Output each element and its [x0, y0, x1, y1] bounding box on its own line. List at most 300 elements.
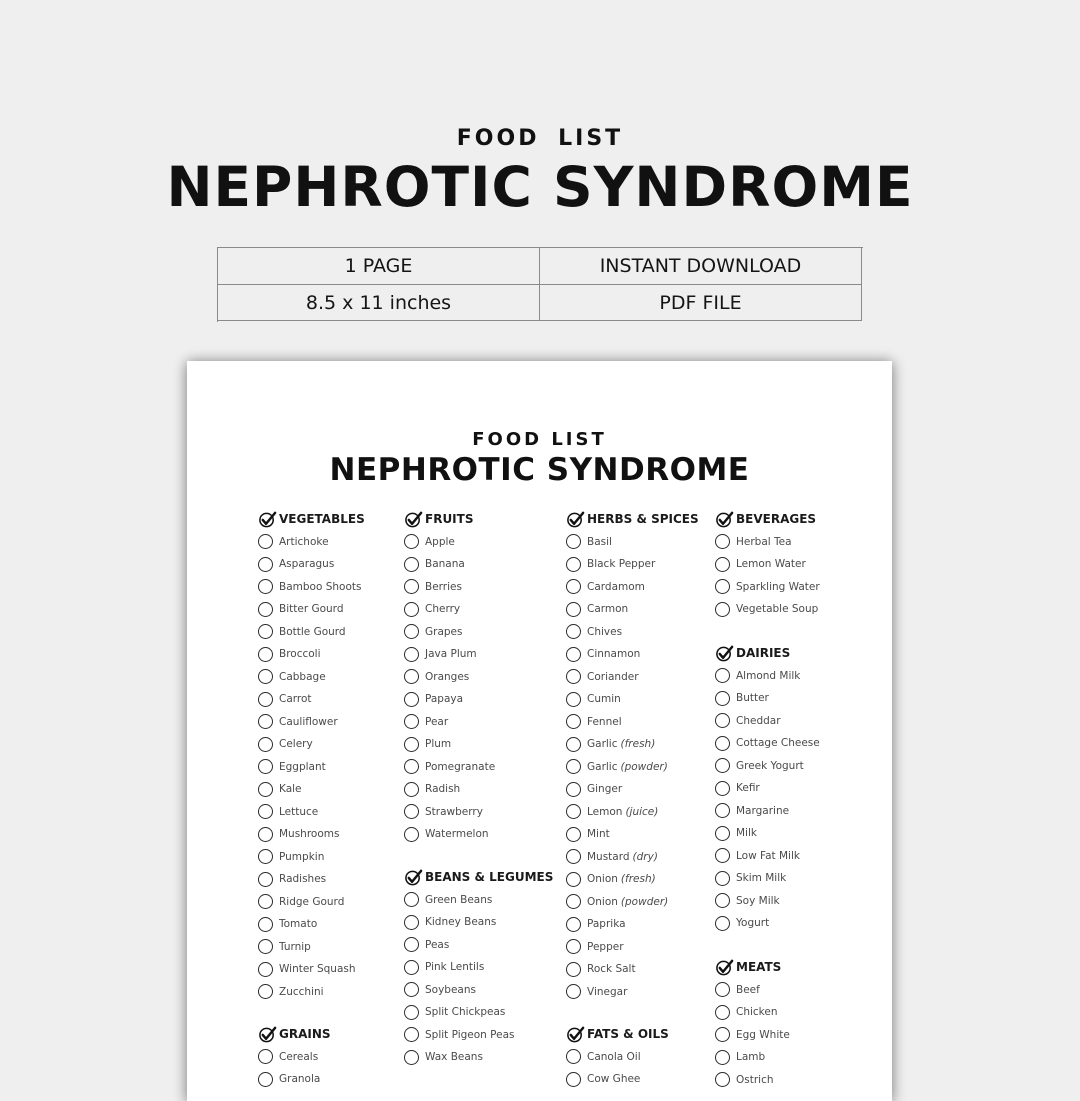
item-label [279, 648, 321, 660]
item-name: Winter Squash [279, 963, 356, 976]
item-label [279, 671, 326, 683]
item-label [279, 716, 338, 728]
item-name: Bitter Gourd [279, 603, 344, 616]
checkbox[interactable] [258, 714, 273, 729]
item-label [425, 939, 449, 951]
item-label [425, 626, 462, 638]
item-name: Skim Milk [736, 872, 787, 885]
checkbox[interactable] [566, 1049, 581, 1064]
checkbox[interactable] [404, 1005, 419, 1020]
checkbox[interactable] [715, 691, 730, 706]
item-name: Vegetable Soup [736, 603, 819, 616]
checkmark-icon [404, 510, 423, 529]
item-name: Rock Salt [587, 963, 636, 976]
checkbox[interactable] [566, 962, 581, 977]
food-item [404, 756, 495, 779]
item-label [736, 1006, 778, 1018]
checkbox[interactable] [715, 916, 730, 931]
section-header [404, 508, 495, 531]
section-herbs-spices [566, 508, 699, 1003]
item-name: Zucchini [279, 985, 324, 998]
section-vegetables [258, 508, 365, 1003]
checkbox[interactable] [404, 669, 419, 684]
food-item [715, 576, 820, 599]
checkmark-icon [566, 510, 585, 529]
item-label [425, 738, 451, 750]
item-name: Granola [279, 1073, 321, 1086]
food-item [258, 688, 365, 711]
item-name: Mushrooms [279, 828, 340, 841]
checkmark-icon [258, 510, 277, 529]
item-label [587, 558, 655, 570]
checkbox[interactable] [715, 1050, 730, 1065]
item-name: Cardamom [587, 580, 645, 593]
item-name: Cottage Cheese [736, 737, 820, 750]
item-label [279, 806, 318, 818]
checkbox[interactable] [566, 782, 581, 797]
item-label [425, 761, 495, 773]
checkbox[interactable] [715, 1005, 730, 1020]
food-item [566, 913, 699, 936]
checkbox[interactable] [258, 804, 273, 819]
checkbox[interactable] [715, 758, 730, 773]
checkbox[interactable] [258, 692, 273, 707]
food-item [715, 890, 820, 913]
food-item [715, 822, 820, 845]
food-item [715, 867, 820, 890]
checkbox[interactable] [566, 737, 581, 752]
food-item [258, 778, 365, 801]
food-item [566, 688, 699, 711]
item-name: Cauliflower [279, 715, 338, 728]
item-name: Canola Oil [587, 1050, 641, 1063]
item-name: Soy Milk [736, 894, 780, 907]
item-label [279, 693, 312, 705]
checkbox[interactable] [404, 647, 419, 662]
food-item [258, 958, 365, 981]
item-name: Strawberry [425, 805, 483, 818]
checkbox[interactable] [258, 1072, 273, 1087]
food-item [404, 801, 495, 824]
item-name: Herbal Tea [736, 535, 792, 548]
checkbox[interactable] [566, 849, 581, 864]
food-item [566, 846, 699, 869]
food-item [258, 733, 365, 756]
item-name: Carmon [587, 603, 629, 616]
checkbox[interactable] [715, 534, 730, 549]
checkbox[interactable] [566, 579, 581, 594]
food-list-sheet [187, 361, 892, 1101]
item-label [587, 761, 668, 773]
food-item [258, 981, 365, 1004]
item-note: (juice) [625, 805, 659, 818]
food-item [715, 1001, 790, 1024]
food-item [404, 1024, 553, 1047]
food-items [715, 531, 820, 621]
food-item [258, 553, 365, 576]
food-item [715, 777, 820, 800]
item-label [279, 558, 334, 570]
checkbox[interactable] [258, 984, 273, 999]
item-label [587, 806, 658, 818]
food-item [404, 531, 495, 554]
food-item [715, 800, 820, 823]
item-label [587, 986, 627, 998]
checkmark-icon [566, 1025, 585, 1044]
item-name: Green Beans [425, 893, 493, 906]
food-items [566, 1046, 669, 1091]
section-title: GRAINS [279, 1027, 331, 1042]
food-item [566, 643, 699, 666]
food-item [404, 1001, 553, 1024]
checkbox[interactable] [258, 827, 273, 842]
food-item [715, 755, 820, 778]
checkbox[interactable] [404, 960, 419, 975]
checkbox[interactable] [258, 782, 273, 797]
checkbox[interactable] [404, 892, 419, 907]
item-name: Tomato [279, 918, 318, 931]
item-name: Coriander [587, 670, 639, 683]
item-label [425, 648, 477, 660]
checkbox[interactable] [566, 602, 581, 617]
food-item [258, 1068, 331, 1091]
item-name: Garlic [587, 738, 618, 751]
food-item [404, 733, 495, 756]
food-item [404, 576, 495, 599]
item-name: Watermelon [425, 828, 489, 841]
item-label [587, 896, 668, 908]
checkbox[interactable] [404, 737, 419, 752]
item-label [425, 581, 462, 593]
item-name: Berries [425, 580, 462, 593]
food-item [566, 553, 699, 576]
checkbox[interactable] [715, 982, 730, 997]
checkbox[interactable] [715, 781, 730, 796]
food-item [566, 576, 699, 599]
item-name: Lemon [587, 805, 623, 818]
header-subtitle: FOOD LIST [456, 126, 624, 151]
item-label [587, 581, 645, 593]
checkbox[interactable] [258, 669, 273, 684]
food-item [404, 778, 495, 801]
item-name: Fennel [587, 715, 622, 728]
food-item [404, 643, 495, 666]
item-label [587, 536, 612, 548]
food-item [566, 733, 699, 756]
item-name: Soybeans [425, 983, 476, 996]
item-label [736, 1051, 765, 1063]
checkbox[interactable] [566, 939, 581, 954]
checkbox[interactable] [404, 1050, 419, 1065]
food-item [404, 889, 553, 912]
item-name: Artichoke [279, 535, 329, 548]
item-label [279, 851, 324, 863]
item-name: Milk [736, 827, 757, 840]
item-label [279, 581, 361, 593]
item-label [587, 941, 624, 953]
food-item [258, 756, 365, 779]
checkbox[interactable] [258, 962, 273, 977]
checkbox[interactable] [566, 804, 581, 819]
checkbox[interactable] [566, 647, 581, 662]
food-item [715, 912, 820, 935]
item-label [279, 761, 326, 773]
item-name: Papaya [425, 693, 464, 706]
checkbox[interactable] [404, 982, 419, 997]
item-name: Ginger [587, 783, 623, 796]
checkbox[interactable] [566, 917, 581, 932]
checkbox[interactable] [566, 1072, 581, 1087]
food-items [404, 889, 553, 1069]
item-name: Split Chickpeas [425, 1006, 506, 1019]
checkbox[interactable] [715, 668, 730, 683]
checkbox[interactable] [404, 804, 419, 819]
item-name: Cheddar [736, 714, 781, 727]
food-items [715, 979, 790, 1092]
item-name: Java Plum [425, 648, 477, 661]
item-label [425, 603, 460, 615]
item-label [425, 1051, 483, 1063]
item-label [736, 760, 804, 772]
checkbox[interactable] [715, 1027, 730, 1042]
checkbox[interactable] [404, 624, 419, 639]
food-item [258, 846, 365, 869]
item-name: Greek Yogurt [736, 759, 804, 772]
item-label [736, 536, 792, 548]
checkbox[interactable] [715, 736, 730, 751]
checkbox[interactable] [404, 759, 419, 774]
item-name: Mint [587, 828, 610, 841]
food-item [715, 1046, 790, 1069]
section-title: HERBS & SPICES [587, 512, 699, 527]
food-item [715, 553, 820, 576]
food-item [566, 756, 699, 779]
item-name: Low Fat Milk [736, 849, 800, 862]
checkbox[interactable] [258, 849, 273, 864]
checkbox[interactable] [715, 713, 730, 728]
item-label [279, 536, 329, 548]
item-name: Margarine [736, 804, 790, 817]
food-item [258, 711, 365, 734]
item-label [587, 963, 636, 975]
food-item [715, 531, 820, 554]
item-label [587, 603, 628, 615]
checkbox[interactable] [258, 624, 273, 639]
checkmark-icon [404, 868, 423, 887]
food-item [715, 979, 790, 1002]
item-name: Split Pigeon Peas [425, 1028, 515, 1041]
item-name: Kidney Beans [425, 916, 497, 929]
section-dairies [715, 642, 820, 935]
checkbox[interactable] [258, 579, 273, 594]
checkbox[interactable] [566, 872, 581, 887]
item-name: Kale [279, 783, 302, 796]
item-name: Turnip [279, 940, 311, 953]
checkbox[interactable] [258, 534, 273, 549]
item-name: Vinegar [587, 985, 628, 998]
checkbox[interactable] [715, 602, 730, 617]
checkbox[interactable] [404, 579, 419, 594]
food-item [715, 687, 820, 710]
item-label [736, 558, 806, 570]
checkbox[interactable] [258, 917, 273, 932]
item-name: Cabbage [279, 670, 326, 683]
checkbox[interactable] [566, 827, 581, 842]
checkbox[interactable] [258, 602, 273, 617]
checkbox[interactable] [715, 893, 730, 908]
checkbox[interactable] [715, 826, 730, 841]
sheet-title: NEPHROTIC SYNDROME [329, 452, 750, 488]
item-label [279, 918, 317, 930]
checkbox[interactable] [258, 557, 273, 572]
item-label [279, 1051, 318, 1063]
item-label [736, 737, 820, 749]
checkbox[interactable] [404, 692, 419, 707]
item-name: Paprika [587, 918, 626, 931]
food-item [566, 823, 699, 846]
checkbox[interactable] [566, 692, 581, 707]
item-name: Ridge Gourd [279, 895, 345, 908]
checkbox[interactable] [715, 579, 730, 594]
item-label [736, 782, 760, 794]
checkbox[interactable] [258, 759, 273, 774]
checkbox[interactable] [404, 782, 419, 797]
item-name: Bottle Gourd [279, 625, 346, 638]
section-header [404, 866, 553, 889]
food-item [566, 621, 699, 644]
item-label [425, 961, 484, 973]
item-label [279, 626, 346, 638]
item-label [587, 716, 622, 728]
item-name: Wax Beans [425, 1051, 483, 1064]
checkbox[interactable] [566, 624, 581, 639]
food-item [715, 710, 820, 733]
item-label [736, 603, 818, 615]
item-name: Black Pepper [587, 558, 656, 571]
checkbox[interactable] [566, 759, 581, 774]
food-item [404, 598, 495, 621]
item-name: Pomegranate [425, 760, 496, 773]
section-title: MEATS [736, 960, 782, 975]
item-name: Grapes [425, 625, 463, 638]
food-item [258, 621, 365, 644]
item-name: Onion [587, 873, 618, 886]
checkbox[interactable] [258, 737, 273, 752]
checkbox[interactable] [715, 557, 730, 572]
item-name: Celery [279, 738, 313, 751]
item-label [587, 693, 621, 705]
item-label [587, 648, 640, 660]
item-name: Cherry [425, 603, 461, 616]
item-name: Peas [425, 938, 450, 951]
item-label [279, 896, 344, 908]
item-label [279, 738, 313, 750]
food-item [566, 531, 699, 554]
item-name: Cereals [279, 1050, 319, 1063]
checkbox[interactable] [566, 534, 581, 549]
checkbox[interactable] [404, 534, 419, 549]
food-item [258, 643, 365, 666]
item-name: Chicken [736, 1006, 778, 1019]
item-label [425, 558, 465, 570]
item-label [279, 1073, 320, 1085]
section-grains [258, 1023, 331, 1091]
food-item [404, 553, 495, 576]
checkbox[interactable] [566, 984, 581, 999]
checkbox[interactable] [404, 937, 419, 952]
food-item [258, 936, 365, 959]
section-title: FATS & OILS [587, 1027, 669, 1042]
checkbox[interactable] [258, 1049, 273, 1064]
checkbox[interactable] [404, 602, 419, 617]
item-name: Cumin [587, 693, 621, 706]
checkbox[interactable] [404, 714, 419, 729]
item-name: Pepper [587, 940, 624, 953]
checkmark-icon [258, 1025, 277, 1044]
item-label [736, 692, 769, 704]
section-title: VEGETABLES [279, 512, 365, 527]
checkbox[interactable] [715, 803, 730, 818]
item-label [736, 715, 781, 727]
item-label [587, 828, 610, 840]
item-name: Chives [587, 625, 623, 638]
checkbox[interactable] [715, 871, 730, 886]
item-label [279, 986, 324, 998]
section-beans-legumes [404, 866, 553, 1069]
item-label [279, 941, 311, 953]
checkbox[interactable] [715, 848, 730, 863]
checkmark-icon [715, 644, 734, 663]
food-items [566, 531, 699, 1004]
checkbox[interactable] [258, 939, 273, 954]
item-name: Lettuce [279, 805, 319, 818]
checkbox[interactable] [566, 557, 581, 572]
item-name: Lamb [736, 1051, 766, 1064]
header-title: NEPHROTIC SYNDROME [166, 155, 914, 219]
checkmark-icon [715, 510, 734, 529]
checkbox[interactable] [404, 557, 419, 572]
checkbox[interactable] [566, 669, 581, 684]
food-item [258, 666, 365, 689]
food-item [715, 845, 820, 868]
item-name: Garlic [587, 760, 618, 773]
item-name: Onion [587, 895, 618, 908]
checkbox[interactable] [404, 915, 419, 930]
item-label [425, 693, 463, 705]
checkbox[interactable] [404, 1027, 419, 1042]
item-label [425, 536, 455, 548]
checkbox[interactable] [566, 894, 581, 909]
item-name: Oranges [425, 670, 470, 683]
item-label [736, 895, 780, 907]
item-label [425, 984, 476, 996]
item-name: Yogurt [736, 917, 770, 930]
food-item [404, 621, 495, 644]
checkbox[interactable] [404, 827, 419, 842]
checkbox[interactable] [258, 647, 273, 662]
item-name: Egg White [736, 1028, 790, 1041]
food-item [566, 981, 699, 1004]
checkbox[interactable] [566, 714, 581, 729]
food-item [566, 666, 699, 689]
checkbox[interactable] [258, 872, 273, 887]
item-label [736, 984, 760, 996]
info-pages: 1 PAGE [218, 248, 540, 285]
checkbox[interactable] [258, 894, 273, 909]
section-title: BEANS & LEGUMES [425, 870, 554, 885]
section-title: DAIRIES [736, 646, 791, 661]
food-item [404, 934, 553, 957]
